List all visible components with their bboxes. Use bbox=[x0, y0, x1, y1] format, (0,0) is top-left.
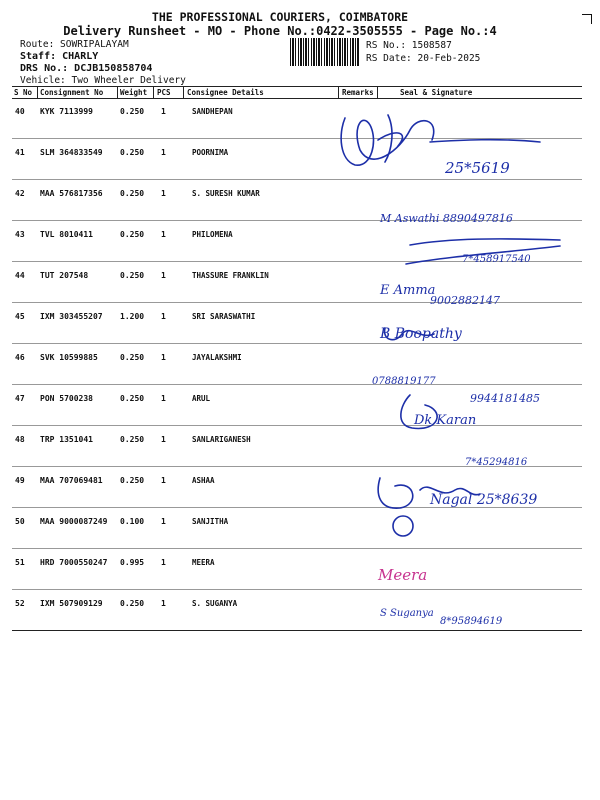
sno-cell: 48 bbox=[15, 435, 25, 444]
pcs-cell: 1 bbox=[161, 353, 166, 362]
weight-cell: 1.200 bbox=[120, 312, 145, 321]
handwriting-note: 7*45294816 bbox=[465, 457, 528, 468]
consignment-cell: MAA 9000087249 bbox=[40, 517, 108, 526]
handwriting-note: Nagal 25*8639 bbox=[430, 492, 538, 508]
drs-number: DRS No.: DCJB150858704 bbox=[20, 63, 153, 74]
weight-cell: 0.250 bbox=[120, 107, 145, 116]
sno-cell: 44 bbox=[15, 271, 25, 280]
pcs-cell: 1 bbox=[161, 271, 166, 280]
pcs-cell: 1 bbox=[161, 148, 166, 157]
signature-stroke bbox=[378, 133, 402, 146]
signature-stroke bbox=[393, 516, 413, 536]
col-header-pcs: PCS bbox=[157, 88, 171, 97]
pcs-cell: 1 bbox=[161, 394, 166, 403]
consignee-cell: SRI SARASWATHI bbox=[192, 312, 256, 321]
consignment-cell: MAA 576817356 bbox=[40, 189, 103, 198]
consignee-cell: SANJITHA bbox=[192, 517, 229, 526]
consignee-cell: S. SUGANYA bbox=[192, 599, 238, 608]
staff-label: Staff: CHARLY bbox=[20, 51, 99, 62]
handwriting-note: S Suganya bbox=[380, 608, 434, 619]
rs-number: RS No.: 1508587 bbox=[366, 40, 452, 51]
weight-cell: 0.250 bbox=[120, 353, 145, 362]
vehicle-label: Vehicle: Two Wheeler Delivery bbox=[20, 75, 186, 86]
pcs-cell: 1 bbox=[161, 599, 166, 608]
weight-cell: 0.250 bbox=[120, 148, 145, 157]
consignee-cell: THASSURE FRANKLIN bbox=[192, 271, 269, 280]
consignee-cell: SANDHEPAN bbox=[192, 107, 233, 116]
consignment-cell: IXM 507909129 bbox=[40, 599, 103, 608]
col-header-remarks: Remarks bbox=[342, 88, 374, 97]
pcs-cell: 1 bbox=[161, 312, 166, 321]
consignment-cell: TVL 8010411 bbox=[40, 230, 93, 239]
consignment-cell: HRD 7000550247 bbox=[40, 558, 108, 567]
handwriting-note: 9002882147 bbox=[430, 294, 500, 307]
signature-stroke bbox=[410, 239, 560, 245]
col-header-sno: S No bbox=[14, 88, 33, 97]
handwriting-note: Dk Karan bbox=[414, 413, 477, 428]
sno-cell: 45 bbox=[15, 312, 25, 321]
pcs-cell: 1 bbox=[161, 107, 166, 116]
pcs-cell: 1 bbox=[161, 517, 166, 526]
weight-cell: 0.250 bbox=[120, 435, 145, 444]
pcs-cell: 1 bbox=[161, 435, 166, 444]
sno-cell: 46 bbox=[15, 353, 25, 362]
weight-cell: 0.250 bbox=[120, 476, 145, 485]
weight-cell: 0.250 bbox=[120, 271, 145, 280]
company-title: THE PROFESSIONAL COURIERS, COIMBATORE bbox=[151, 10, 409, 24]
sno-cell: 42 bbox=[15, 189, 25, 198]
weight-cell: 0.995 bbox=[120, 558, 145, 567]
weight-cell: 0.250 bbox=[120, 230, 145, 239]
sno-cell: 52 bbox=[15, 599, 25, 608]
consignment-cell: SLM 364833549 bbox=[40, 148, 103, 157]
weight-cell: 0.250 bbox=[120, 394, 145, 403]
handwriting-note: E Amma bbox=[380, 283, 436, 298]
weight-cell: 0.250 bbox=[120, 189, 145, 198]
handwriting-note: Meera bbox=[378, 566, 428, 584]
consignee-cell: PHILOMENA bbox=[192, 230, 233, 239]
consignee-cell: S. SURESH KUMAR bbox=[192, 189, 260, 198]
sno-cell: 47 bbox=[15, 394, 25, 403]
signature-stroke bbox=[378, 478, 413, 508]
consignment-cell: IXM 303455207 bbox=[40, 312, 103, 321]
handwriting-note: 0788819177 bbox=[372, 376, 436, 387]
handwriting-note: M Aswathi 8890497816 bbox=[380, 212, 513, 225]
handwriting-note: B Boopathy bbox=[380, 326, 462, 342]
consignee-cell: JAYALAKSHMI bbox=[192, 353, 242, 362]
col-header-consignment: Consignment No bbox=[40, 88, 104, 97]
signature-stroke bbox=[430, 140, 540, 142]
col-header-weight: Weight bbox=[120, 88, 148, 97]
handwriting-note: 8*95894619 bbox=[440, 616, 503, 627]
consignment-cell: SVK 10599885 bbox=[40, 353, 98, 362]
handwriting-note: 9944181485 bbox=[470, 392, 540, 405]
consignment-cell: TUT 207548 bbox=[40, 271, 89, 280]
sno-cell: 49 bbox=[15, 476, 25, 485]
consignee-cell: POORNIMA bbox=[192, 148, 229, 157]
weight-cell: 0.250 bbox=[120, 599, 145, 608]
sno-cell: 40 bbox=[15, 107, 25, 116]
pcs-cell: 1 bbox=[161, 476, 166, 485]
consignment-cell: KYK 7113999 bbox=[40, 107, 93, 116]
sno-cell: 50 bbox=[15, 517, 25, 526]
pcs-cell: 1 bbox=[161, 189, 166, 198]
consignee-cell: SANLARIGANESH bbox=[192, 435, 251, 444]
consignment-cell: TRP 1351041 bbox=[40, 435, 93, 444]
col-header-seal: Seal & Signature bbox=[400, 88, 473, 97]
weight-cell: 0.100 bbox=[120, 517, 145, 526]
handwriting-note: 7*458917540 bbox=[462, 254, 531, 265]
consignee-cell: ARUL bbox=[192, 394, 211, 403]
col-header-consignee: Consignee Details bbox=[187, 88, 264, 97]
sno-cell: 51 bbox=[15, 558, 25, 567]
consignment-cell: MAA 707069481 bbox=[40, 476, 103, 485]
pcs-cell: 1 bbox=[161, 558, 166, 567]
pcs-cell: 1 bbox=[161, 230, 166, 239]
runsheet-title: Delivery Runsheet - MO - Phone No.:0422-3505555 - Page No.:4 bbox=[63, 24, 497, 38]
consignee-cell: ASHAA bbox=[192, 476, 215, 485]
consignee-cell: MEERA bbox=[192, 558, 215, 567]
consignment-cell: PON 5700238 bbox=[40, 394, 93, 403]
route-label: Route: SOWRIPALAYAM bbox=[20, 39, 129, 50]
sno-cell: 43 bbox=[15, 230, 25, 239]
handwriting-note: 25*5619 bbox=[445, 159, 510, 177]
sno-cell: 41 bbox=[15, 148, 25, 157]
rs-date: RS Date: 20-Feb-2025 bbox=[366, 53, 481, 64]
